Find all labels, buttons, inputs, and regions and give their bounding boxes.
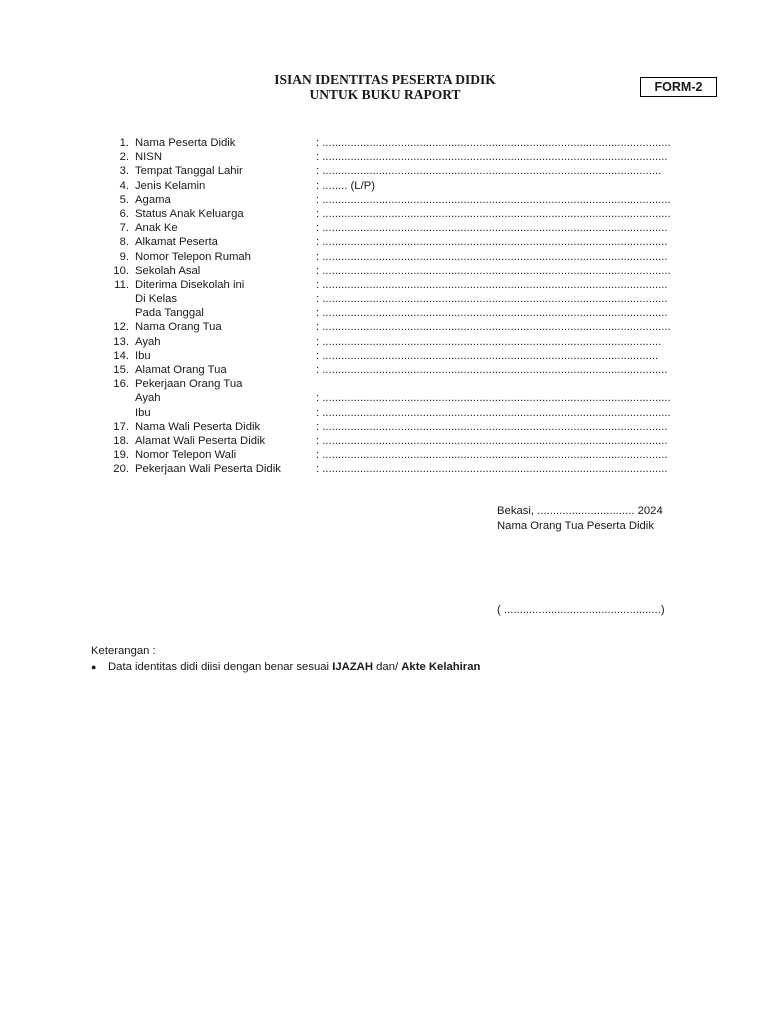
field-row: [106, 420, 686, 434]
field-number: 5.: [119, 193, 129, 206]
field-row: [106, 278, 686, 292]
field-blank: : ...............................................................................................................: [316, 321, 671, 334]
field-label: Pada Tanggal: [135, 307, 204, 320]
field-number: 20.: [113, 463, 129, 476]
identity-field-list: [106, 136, 686, 477]
field-blank: : ..............................................................................................................: [316, 236, 668, 249]
field-blank: : ...............................................................................................................: [316, 264, 671, 277]
field-blank: : ...............................................................................................................: [316, 406, 671, 419]
field-row: [106, 221, 686, 235]
field-label: Nama Peserta Didik: [135, 137, 236, 149]
field-number: 7.: [119, 222, 129, 235]
field-row: [106, 150, 686, 164]
field-row: [106, 136, 686, 150]
form-code-box: FORM-2: [640, 77, 717, 97]
field-row: [106, 434, 686, 448]
field-row: [106, 264, 686, 278]
field-row: [106, 250, 686, 264]
field-label: Status Anak Keluarga: [135, 207, 244, 220]
field-row: [106, 306, 686, 320]
field-blank: : ...............................................................................................................: [316, 193, 671, 206]
field-blank: : ..............................................................................................................: [316, 364, 668, 376]
field-row: [106, 193, 686, 207]
field-number: 13.: [113, 335, 129, 348]
field-row: [106, 335, 686, 349]
field-blank: : ...............................................................................................................: [316, 392, 671, 405]
field-row: [106, 292, 686, 306]
field-blank: : ..............................................................................................................: [316, 434, 668, 447]
field-blank: : ............................................................................................................: [316, 165, 662, 178]
field-label: Alamat Orang Tua: [135, 364, 227, 376]
title-line-1: ISIAN IDENTITAS PESERTA DIDIK: [274, 72, 496, 87]
field-number: 10.: [113, 264, 129, 277]
field-row: [106, 349, 686, 363]
signature-label: Nama Orang Tua Peserta Didik: [497, 520, 654, 532]
field-label: Ibu: [135, 406, 151, 419]
field-label: Jenis Kelamin: [135, 179, 206, 192]
field-number: 14.: [113, 349, 129, 362]
field-number: 4.: [119, 179, 129, 192]
note-text-before: Data identitas didi diisi dengan benar sesuai: [108, 661, 333, 673]
field-number: 17.: [113, 420, 129, 433]
field-number: 1.: [119, 137, 129, 149]
field-row: [106, 164, 686, 178]
field-label: Ayah: [135, 335, 161, 348]
field-number: 2.: [119, 151, 129, 164]
field-blank: : ............................................................................................................: [316, 335, 662, 348]
field-blank: : ...........................................................................................................: [316, 349, 659, 362]
field-row: [106, 448, 686, 462]
field-label: Alkamat Peserta: [135, 236, 218, 249]
field-label: Diterima Disekolah ini: [135, 278, 245, 291]
field-row: [106, 320, 686, 334]
field-blank: : ........ (L/P): [316, 179, 376, 192]
field-blank: : ...............................................................................................................: [316, 137, 671, 149]
field-label: Nama Orang Tua: [135, 321, 222, 334]
field-label: Pekerjaan Orang Tua: [135, 378, 243, 391]
field-row: [106, 406, 686, 420]
field-blank: : ...............................................................................................................: [316, 207, 671, 220]
field-number: 11.: [114, 278, 129, 291]
field-number: 8.: [119, 236, 129, 249]
field-label: Tempat Tanggal Lahir: [135, 165, 243, 178]
field-blank: : ..............................................................................................................: [316, 449, 668, 462]
field-blank: : ..............................................................................................................: [316, 278, 668, 291]
notes-title: Keterangan :: [91, 645, 156, 657]
note-item: [91, 660, 480, 674]
field-blank: : ..............................................................................................................: [316, 420, 668, 433]
field-label: Ibu: [135, 349, 151, 362]
field-blank: : ..............................................................................................................: [316, 463, 668, 476]
field-number: 16.: [113, 378, 129, 391]
field-row: [106, 235, 686, 249]
field-label: Anak Ke: [135, 222, 178, 235]
field-blank: : ..............................................................................................................: [316, 307, 668, 320]
field-label: Ayah: [135, 392, 161, 405]
field-label: Alamat Wali Peserta Didik: [135, 434, 266, 447]
field-label: NISN: [135, 151, 162, 164]
field-row: [106, 207, 686, 221]
field-blank: : ..............................................................................................................: [316, 293, 668, 306]
document-title: [200, 72, 570, 102]
field-row: [106, 462, 686, 476]
field-label: Pekerjaan Wali Peserta Didik: [135, 463, 281, 476]
field-number: 6.: [119, 207, 129, 220]
field-blank: : ..............................................................................................................: [316, 222, 668, 235]
field-number: 19.: [113, 449, 129, 462]
field-row: [106, 179, 686, 193]
place-date-line: Bekasi, ............................... 2024: [497, 505, 663, 517]
field-label: Agama: [135, 193, 171, 206]
note-text-mid: dan/: [373, 661, 402, 673]
signature-blank: ( ..................................................): [497, 604, 665, 616]
bullet-icon: ●: [91, 662, 97, 672]
field-row: [106, 377, 686, 391]
field-label: Sekolah Asal: [135, 264, 201, 277]
field-number: 9.: [119, 250, 129, 263]
field-label: Di Kelas: [135, 293, 178, 306]
field-number: 12.: [113, 321, 129, 334]
field-row: [106, 363, 686, 377]
field-label: Nomor Telepon Wali: [135, 449, 237, 462]
field-label: Nama Wali Peserta Didik: [135, 420, 261, 433]
note-bold-ijazah: IJAZAH: [332, 661, 373, 673]
field-blank: : ..............................................................................................................: [316, 250, 668, 263]
field-blank: : ..............................................................................................................: [316, 151, 668, 164]
title-line-2: UNTUK BUKU RAPORT: [309, 87, 461, 102]
field-label: Nomor Telepon Rumah: [135, 250, 251, 263]
field-number: 18.: [113, 434, 129, 447]
field-row: [106, 391, 686, 405]
field-number: 3.: [119, 165, 129, 178]
note-bold-akte: Akte Kelahiran: [401, 661, 481, 673]
field-number: 15.: [113, 364, 129, 376]
